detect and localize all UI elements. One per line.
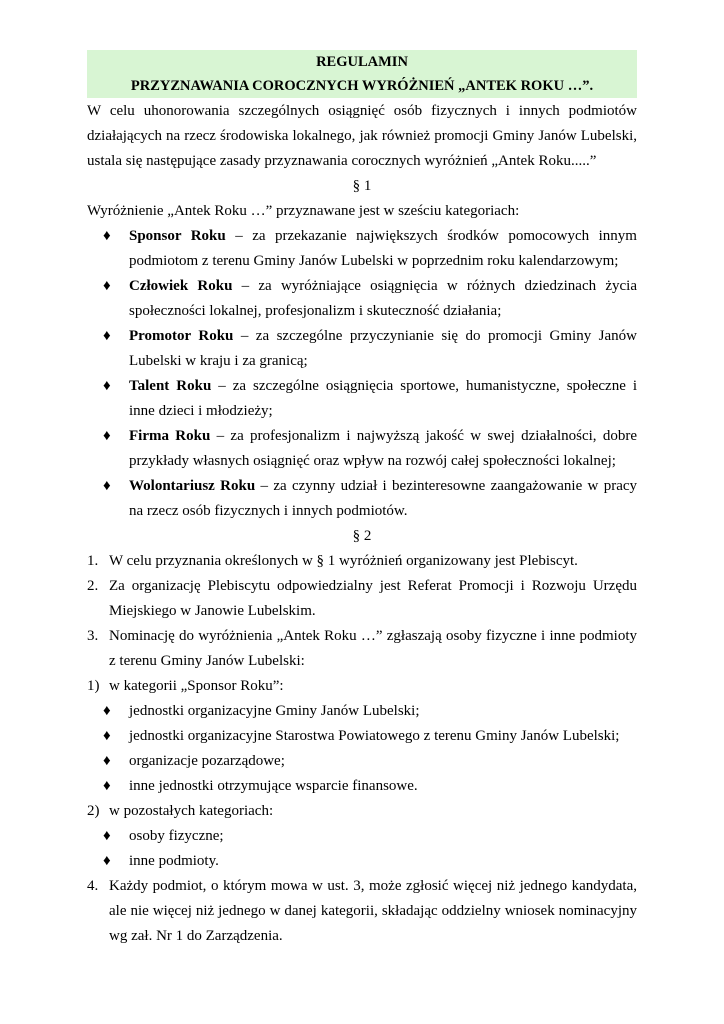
diamond-bullet-icon: ♦ xyxy=(103,828,111,844)
category-text: – za profesjonalizm i najwyższą jakość w swej działalności, dobre przykłady własnych osiągnięć oraz wpływ na rozwój całej społeczności lokalnej; xyxy=(129,428,637,469)
section-1-lead: Wyróżnienie „Antek Roku …” przyznawane jest w sześciu kategoriach: xyxy=(87,203,520,219)
list-item xyxy=(87,849,637,874)
category-item xyxy=(87,324,637,374)
category-name: Człowiek Roku xyxy=(129,278,233,294)
list-item xyxy=(87,724,637,749)
numbered-point xyxy=(87,549,637,574)
list-item xyxy=(87,749,637,774)
category-name: Wolontariusz Roku xyxy=(129,478,256,494)
sub-group xyxy=(87,799,637,824)
point-text: Za organizację Plebiscytu odpowiedzialny jest Referat Promocji i Rozwoju Urzędu Miejskiego w Janowie Lubelskim. xyxy=(109,578,637,619)
category-text: – za przekazanie największych środków pomocowych innym podmiotom z terenu Gminy Janów Lubelski w poprzednim roku kalendarzowym; xyxy=(129,228,637,269)
point-number: 3. xyxy=(87,628,99,644)
diamond-bullet-icon: ♦ xyxy=(103,853,111,869)
point-text: Nominację do wyróżnienia „Antek Roku …” zgłaszają osoby fizyczne i inne podmioty z terenu Gminy Janów Lubelski: xyxy=(109,628,637,669)
point-number: 1. xyxy=(87,553,99,569)
category-text: – za szczególne przyczynianie się do promocji Gminy Janów Lubelski w kraju i za granicą; xyxy=(129,328,637,369)
diamond-bullet-icon: ♦ xyxy=(103,728,111,744)
diamond-bullet-icon: ♦ xyxy=(103,753,111,769)
category-text: – za czynny udział i bezinteresowne zaangażowanie w pracy na rzecz osób fizycznych i innych podmiotów. xyxy=(129,478,638,519)
diamond-bullet-icon: ♦ xyxy=(103,428,111,444)
point-text: W celu przyznania określonych w § 1 wyróżnień organizowany jest Plebiscyt. xyxy=(109,553,578,569)
list-item-text: organizacje pozarządowe; xyxy=(129,753,285,769)
document-page xyxy=(87,50,637,949)
intro-paragraph: W celu uhonorowania szczególnych osiągnięć osób fizycznych i innych podmiotów działających na rzecz środowiska lokalnego, jak również promocji Gminy Janów Lubelski, ustala się następujące zasady przyznawania corocznych wyróżnień „Antek Roku.....” xyxy=(87,103,637,169)
category-list xyxy=(87,224,637,524)
point-number: 2. xyxy=(87,578,99,594)
group-number: 1) xyxy=(87,678,100,694)
numbered-point xyxy=(87,624,637,674)
list-item-text: jednostki organizacyjne Gminy Janów Lubelski; xyxy=(129,703,420,719)
diamond-bullet-icon: ♦ xyxy=(103,703,111,719)
list-item-text: osoby fizyczne; xyxy=(129,828,224,844)
diamond-bullet-icon: ♦ xyxy=(103,328,111,344)
category-name: Sponsor Roku xyxy=(129,228,226,244)
list-item xyxy=(87,824,637,849)
category-text: – za wyróżniające osiągnięcia w różnych dziedzinach życia społeczności lokalnej, profesjonalizm i skuteczność działania; xyxy=(129,278,637,319)
sub-group xyxy=(87,674,637,699)
diamond-bullet-icon: ♦ xyxy=(103,478,111,494)
list-item xyxy=(87,774,637,799)
diamond-bullet-icon: ♦ xyxy=(103,278,111,294)
list-item-text: inne jednostki otrzymujące wsparcie finansowe. xyxy=(129,778,418,794)
diamond-bullet-icon: ♦ xyxy=(103,228,111,244)
list-item-text: jednostki organizacyjne Starostwa Powiatowego z terenu Gminy Janów Lubelski; xyxy=(129,728,620,744)
category-name: Firma Roku xyxy=(129,428,211,444)
category-item xyxy=(87,424,637,474)
document-title xyxy=(87,50,637,98)
category-item xyxy=(87,374,637,424)
group-text: w kategorii „Sponsor Roku”: xyxy=(109,678,284,694)
numbered-point xyxy=(87,874,637,949)
section-1-heading: § 1 xyxy=(352,178,372,194)
diamond-bullet-icon: ♦ xyxy=(103,778,111,794)
group-number: 2) xyxy=(87,803,100,819)
category-item xyxy=(87,474,637,524)
diamond-bullet-icon: ♦ xyxy=(103,378,111,394)
list-item xyxy=(87,699,637,724)
group-text: w pozostałych kategoriach: xyxy=(109,803,274,819)
numbered-point xyxy=(87,574,637,624)
category-name: Promotor Roku xyxy=(129,328,234,344)
point-number: 4. xyxy=(87,878,99,894)
point-text: Każdy podmiot, o którym mowa w ust. 3, może zgłosić więcej niż jednego kandydata, ale nie więcej niż jednego w danej kategorii, składając oddzielny wniosek nominacyjny wg zał. Nr 1 do Zarządzenia. xyxy=(109,878,637,944)
category-item xyxy=(87,224,637,274)
section-2-heading: § 2 xyxy=(352,528,372,544)
title-line-1: REGULAMIN xyxy=(316,54,408,70)
category-text: – za szczególne osiągnięcia sportowe, humanistyczne, społeczne i inne dzieci i młodzieży; xyxy=(129,378,638,419)
category-item xyxy=(87,274,637,324)
title-line-2: PRZYZNAWANIA COROCZNYCH WYRÓŻNIEŃ „ANTEK ROKU …”. xyxy=(130,78,594,94)
list-item-text: inne podmioty. xyxy=(129,853,219,869)
category-name: Talent Roku xyxy=(129,378,212,394)
